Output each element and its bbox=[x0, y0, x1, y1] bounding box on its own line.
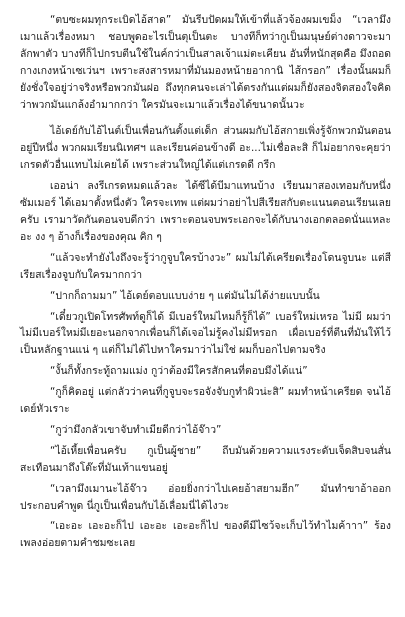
paragraph-5: “ปากก็ถามมา” ไอ้เดย์ตอบแบบง่าย ๆ แต่มันไม่ได้ง่ายแบบนั้น bbox=[50, 289, 320, 302]
paragraph-9: “กูว่ามึงกลัวเขาจับทำเมียดีกว่าไอ้จ๊าว” bbox=[50, 423, 222, 436]
paragraph-11: “เวลามึงเมานะไอ้จ๊าว อ่อยยิ่งกว่าไปเคยอ้าสยามฮีก” มันทำขาอ้าออกประกอบคำพูด นี่กูเป็นเพื่อนกับไอ้เลื่อมนี่ได้ไงวะ bbox=[20, 482, 391, 512]
paragraph-7: “งั้นก็ทั้งกระทู้ถามแม่ง กูว่าต้องมีใครสักคนที่ตอบมึงได้แน่” bbox=[50, 365, 308, 378]
paragraph-3: เออน่า ลงรีเกรดหมดแล้วละ ได้ซีได้บีมาแทนบ้าง เรียนมาสองเทอมกับหนึ่งซัมเมอร์ ได้เอมาตั้งหนึ่งตัว ใครจะเทพ แต่ผมว่าอย่าไปสีเรียสกับตะแนนตอนเรียนเลยครับ เรามาวัดกันตอนจบดีกว่า เพราะตอนจบพระเอกจะได้กับนางเอกตลอดนั่นแหละ อะ งง ๆ อ้างก็เรื่องของคุณ คิก ๆ bbox=[20, 180, 391, 243]
paragraph-1: “ตบซะผมทุกระเบิดไอ้สาด” มันรีบปัดผมให้เข้าที่แล้วจ้องผมเขม็ง “เวลามึงเมาแล้วเรื่องหมา ชอบพูดอะไรเป็นตุเป็นตะ บางทีก็ทว่ากูเป็นมนุษย์ต่างดาวจะมาลักพาตัว บางทีก็ไปกรบตีนใช้ในค์กว่าเป็นสาลเจ้าแม่ตะเคียน อันที่หนักสุดคือ มึงถอดกางเกงหน้าเซเว่นฯ เพราะสงสารหมาที่มันมองหน้ายอากานิ ไส้กรอก” เรื่องนั้นผมก็ยังชั่งใจอยู่ว่าจริงหรือพวกมันฝอ ถึงทุกคนจะเล่าได้ตรงกันแต่ผมก็ยังสองจิตสองใจคิดว่าพวกมันแกล้งอำมากกว่า ใครมันจะเมาแล้วเรื่องได้ขนาดนั้นวะ bbox=[20, 14, 391, 111]
paragraph-6: “เดี๋ยวกูเปิดโทรศัพท์ดูก็ได้ มีเบอร์ใหม่ไหมก็รู้ก็ได้” เบอร์ใหม่เหรอ ไม่มี ผมว่าไม่มีเบอร์ใหม่มีเยอะนอกจากเพื่อนก็ได้เจอไม่รู้คงไม่มีหรอก เผื่อเบอร์ที่ตีนที่มันให้ไว้เป็นหลักฐานแน่ ๆ แต่ก็ไม่ได้ไปหาใครมาว่าไม่ใช่ ผมก็บอกไปตามจริง bbox=[20, 310, 391, 357]
paragraph-8: “กูก็คิดอยู่ แต่กลัวว่าคนที่กูจูบจะรอจังจับกูทำผิวน่ะสิ” ผมทำหน้าเครียด จนไอ้เดย์หัวเราะ bbox=[20, 386, 391, 416]
paragraph-2: ไอ้เดย์กับไอ้ไนต์เป็นเพื่อนกันตั้งแต่เด็ก ส่วนผมกับไอ้สกายเพิ่งรู้จักพวกมันตอนอยู่ปีหนึ่ง พวกผมเรียนนิเทศฯ และเรียนค่อนข้างดี อะ...ไม่เชื่อละสิ ก็ไม่อยากจะคุยว่าเกรดตัวอื่นแทบไม่เคยได้ เพราะส่วนใหญ่ได้แต่เกรดดี กรีก bbox=[20, 125, 391, 172]
paragraph-10: “ไอ้เหี้ยเพื่อนครับ กูเป็นผู้ชาย” ถีบมันด้วยความแรงระดับเจ็ดสิบจนสั่นสะเทือนมาถึงโต๊ะที่มันเท้าแขนอยู่ bbox=[20, 444, 391, 474]
paragraph-4: “แล้วจะทำยังไงถึงจะรู้ว่ากูจูบใครบ้างวะ” ผมไม่ได้เครียดเรื่องโดนจูบนะ แต่สีเรียสเรื่องจูบกับใครมากกว่า bbox=[20, 251, 391, 281]
paragraph-12: “เอะอะ เอะอะก็ไป เอะอะ เอะอะก็ไป ของดีมีไซว้จะเก็บไว้ทำไมค้าาา” ร้องเพลงอ่อยตามคำชมซะเลย bbox=[20, 520, 391, 550]
